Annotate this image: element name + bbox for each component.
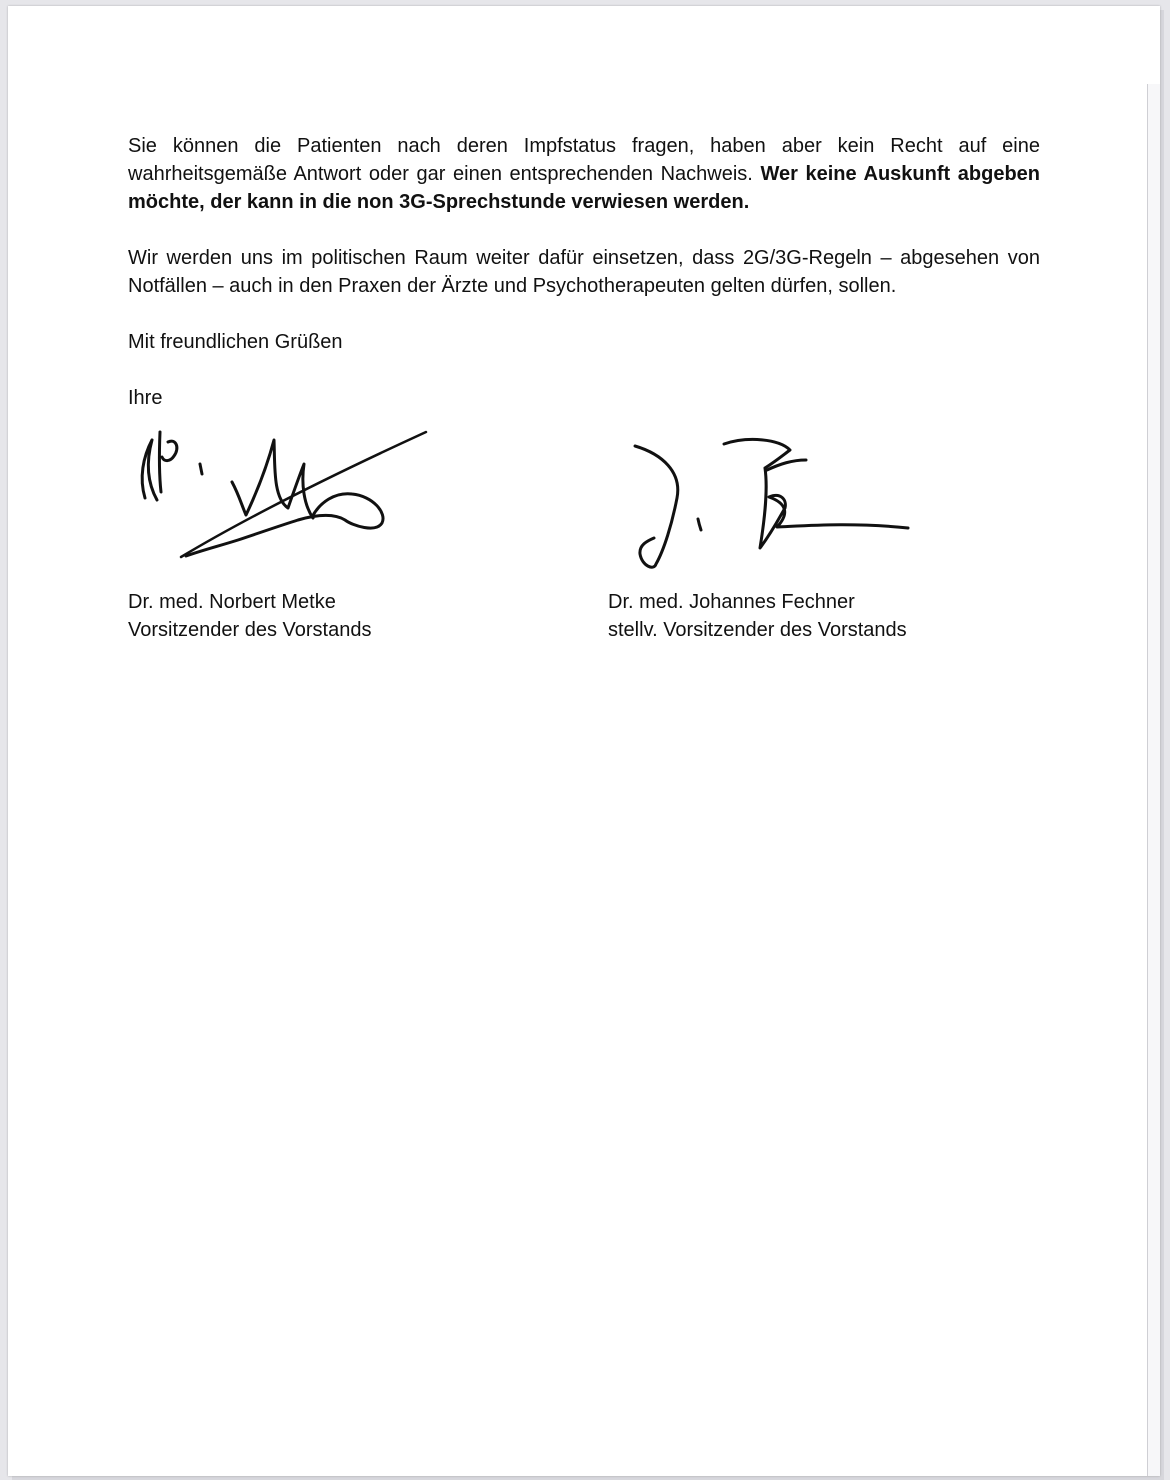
document-page [8, 6, 1160, 1476]
closing-greeting: Mit freundlichen Grüßen [128, 331, 343, 353]
paragraph-impfstatus [128, 132, 1040, 216]
signer-title-fechner: stellv. Vorsitzender des Vorstands [608, 619, 907, 641]
signer-fechner [608, 588, 1058, 644]
signer-name-fechner: Dr. med. Johannes Fechner [608, 591, 855, 613]
paragraph-2g3g: Wir werden uns im politischen Raum weiter dafür einsetzen, dass 2G/3G-Regeln – abgesehen von Notfällen – auch in den Praxen der Ärzte und Psychotherapeuten gelten dürfen, sollen. [128, 247, 1040, 297]
signer-title-metke: Vorsitzender des Vorstands [128, 619, 372, 641]
paragraph-impfstatus-normal: Sie können die Patienten nach deren Impfstatus fragen, haben aber kein Recht auf eine wahrheitsgemäße Antwort oder gar einen entsprechenden Nachweis. [128, 135, 1040, 185]
page-edge [1147, 84, 1160, 1476]
signer-metke [128, 588, 548, 644]
paragraph-impfstatus-bold: Wer keine Auskunft abgeben möchte, der kann in die non 3G-Sprechstunde verwiesen werden. [128, 163, 1040, 213]
signature-metke-icon [130, 422, 430, 572]
sign-off: Ihre [128, 387, 163, 409]
signer-name-metke: Dr. med. Norbert Metke [128, 591, 336, 613]
signature-fechner-icon [620, 434, 910, 580]
